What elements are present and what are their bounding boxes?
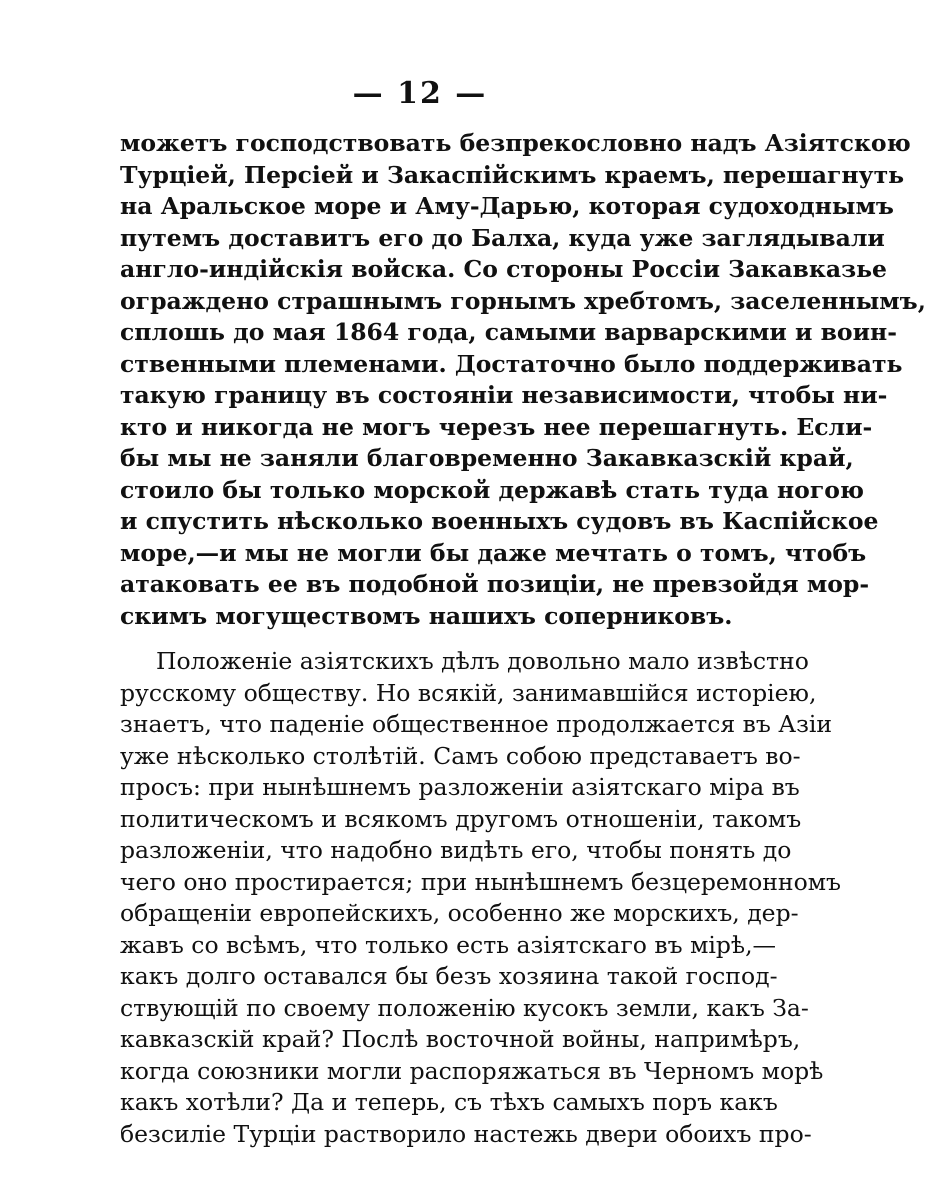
- text-line: чего оно простирается; при нынѣшнемъ безцеремонномъ: [120, 867, 841, 896]
- text-line: море,—и мы не могли бы даже мечтать о томъ, чтобъ: [120, 538, 867, 567]
- text-line: какъ долго оставался бы безъ хозяина такой господ-: [120, 962, 778, 990]
- text-line: ствующій по своему положенію кусокъ земли, какъ За-: [120, 993, 809, 1022]
- text-line: на Аральское море и Аму-Дарью, которая судоходнымъ: [120, 192, 894, 220]
- text-line: стоило бы только морской державѣ стать туда ногою: [120, 475, 865, 504]
- text-line: политическомъ и всякомъ другомъ отношеніи, такомъ: [120, 804, 802, 833]
- text-line: кто и никогда не могъ черезъ нее перешагнуть. Если-: [120, 412, 873, 441]
- text-line: знаетъ, что паденіе общественное продолжается въ Азіи: [120, 710, 833, 738]
- page-number: — 12 —: [352, 76, 488, 111]
- text-line: кавказскій край? Послѣ восточной войны, напримѣръ,: [120, 1025, 801, 1053]
- text-line: уже нѣсколько столѣтій. Самъ собою представаетъ во-: [120, 741, 801, 770]
- text-line: безсиліе Турціи растворило настежь двери обоихъ про-: [120, 1119, 812, 1148]
- text-line: бы мы не заняли благовременно Закавказскій край,: [120, 444, 854, 472]
- text-line: жавъ со всѣмъ, что только есть азіятскаго въ мірѣ,—: [120, 930, 777, 959]
- text-line: и спустить нѣсколько военныхъ судовъ въ Каспійское: [120, 507, 879, 535]
- text-line: атаковать ее въ подобной позиціи, не превзойдя мор-: [120, 570, 870, 598]
- text-line: разложеніи, что надобно видѣть его, чтобы понять до: [120, 836, 792, 864]
- text-line: можетъ господствовать безпрекословно надъ Азіятскою: [120, 129, 911, 157]
- text-line: ограждено страшнымъ горнымъ хребтомъ, заселеннымъ,: [120, 286, 926, 315]
- text-line: русскому обществу. Но всякій, занимавшійся исторіею,: [120, 678, 817, 707]
- page-text: [120, 128, 926, 1150]
- text-line: Положеніе азіятскихъ дѣлъ довольно мало извѣстно: [156, 647, 809, 675]
- text-line: такую границу въ состояніи независимости, чтобы ни-: [120, 381, 888, 409]
- text-line: сплошь до мая 1864 года, самыми варварскими и воин-: [120, 318, 897, 346]
- text-line: ственными племенами. Достаточно было поддерживать: [120, 349, 903, 378]
- text-line: англо-индійскія войска. Со стороны Россіи Закавказье: [120, 255, 887, 283]
- text-line: просъ: при нынѣшнемъ разложеніи азіятскаго міра въ: [120, 773, 800, 801]
- text-line: какъ хотѣли? Да и теперь, съ тѣхъ самыхъ поръ какъ: [120, 1088, 778, 1116]
- paragraph-1: [120, 128, 926, 632]
- text-line: обращеніи европейскихъ, особенно же морскихъ, дер-: [120, 899, 799, 927]
- text-line: скимъ могуществомъ нашихъ соперниковъ.: [120, 601, 733, 630]
- text-line: когда союзники могли распоряжаться въ Черномъ морѣ: [120, 1056, 824, 1085]
- text-line: путемъ доставитъ его до Балха, куда уже заглядывали: [120, 223, 885, 252]
- text-line: Турціей, Персіей и Закаспійскимъ краемъ, перешагнуть: [120, 160, 905, 189]
- paragraph-2: [120, 646, 841, 1150]
